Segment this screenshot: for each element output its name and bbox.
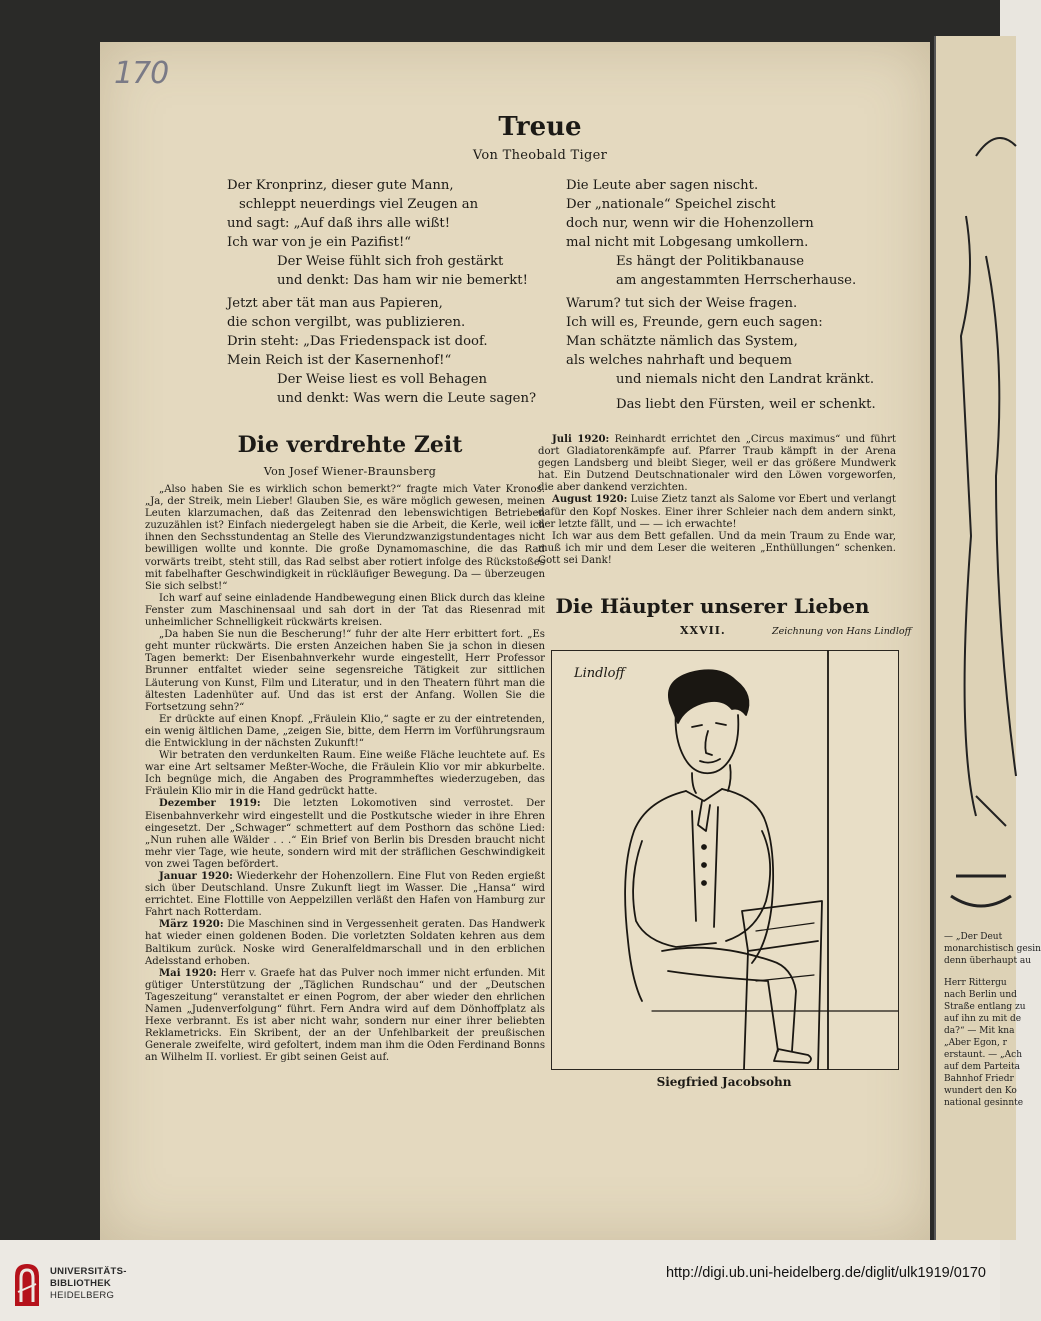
permalink-url[interactable]: http://digi.ub.uni-heidelberg.de/diglit/ulk1919/0170 [665, 1265, 986, 1281]
zeit-title: Die verdrehte Zeit [237, 432, 463, 458]
caricature-svg [552, 651, 898, 1069]
left-arm [633, 841, 716, 947]
button-1 [702, 845, 706, 849]
caricature-drawing [551, 650, 899, 1070]
button-3 [702, 881, 706, 885]
zeit-article-right: Juli 1920: Reinhardt errichtet den „Circus maximus“ und führt dort Gladiatorenkämpfe auf. Pfarrer Traub kämpft in der Arena gegen Landsberg und bleibt Sieger, weil er das größere Mundwerk hat. Ein Dutzend Deutschnationaler wird den Löwen vorgeworfen, die aber dankend verzichten. August 1920: Luise Zietz tanzt als Salome vor Ebert und verlangt dafür den Kopf Noskes. Einer ihrer Schleier nach dem andern sinkt, der letzte fällt, und — — ich erwachte! Ich war aus dem Bett gefallen. Und da mein Traum zu Ende war, muß ich mir und dem Leser die weiteren „Enthüllungen“ schenken. Gott sei Dank! [538, 434, 896, 566]
coat-right [722, 789, 773, 963]
hair [669, 670, 749, 723]
viewer-footer [0, 1240, 1000, 1321]
next-page-edge [934, 36, 1041, 1240]
mouth [700, 759, 720, 763]
eyebrows [692, 723, 726, 727]
artist-signature: Lindloff [574, 666, 625, 681]
treue-stanza-4: Warum? tut sich der Weise fragen. Ich will es, Freunde, gern euch sagen: Man schätzte nämlich das System, als welches nahrhaft und bequem und niemals nicht den Landrat kränkt. Das liebt den Fürsten, weil er schenkt. [566, 296, 876, 412]
haupter-title: Die Häupter unserer Lieben [555, 594, 870, 618]
next-page-drawing [936, 96, 1016, 996]
treue-byline: Von Theobald Tiger [472, 148, 608, 163]
treue-title: Treue [498, 112, 582, 142]
button-2 [702, 863, 706, 867]
series-numeral: XXVII. [680, 624, 726, 637]
university-logo-text[interactable]: UNIVERSITÄTS- BIBLIOTHEK HEIDELBERG [50, 1266, 127, 1301]
treue-stanza-2: Jetzt aber tät man aus Papieren, die schon vergilbt, was publizieren. Drin steht: „Das Friedenspack ist doof. Mein Reich ist der Kasernenhof!“ Der Weise liest es voll Behagen und denkt: Was wern die Leute sagen? [227, 296, 537, 406]
tie [698, 801, 710, 831]
drawing-caption: Siegfried Jacobsohn [656, 1075, 792, 1089]
treue-stanza-3: Die Leute aber sagen nischt. Der „nationale“ Speichel zischt doch nur, wenn wir die Hohenzollern mal nicht mit Lobgesang umkollern. Es hängt der Politikbanause am angestammten Herrscherhause. [566, 178, 857, 288]
shoe [774, 1049, 811, 1063]
chair [742, 901, 822, 1069]
zeit-byline: Von Josef Wiener-Braunsberg [263, 465, 437, 478]
page-number: 170 [114, 56, 169, 91]
collar [686, 789, 722, 801]
university-logo-icon[interactable] [12, 1262, 42, 1308]
right-arm [726, 831, 770, 941]
nose [705, 731, 712, 755]
drawing-credit: Zeichnung von Hans Lindloff [772, 626, 912, 637]
coat-left [625, 791, 686, 1001]
face [676, 711, 739, 773]
chair-rungs [756, 923, 814, 981]
next-page-text: — „Der Deut monarchistisch gesin denn überhaupt au Herr Rittergu nach Berlin und Straße entlang zu auf ihn zu mit de da?“ — Mit kna „Aber Egon, r erstaunt. — „Ach auf dem Parteita Bahnhof Friedr wundert den Ko national gesinnte [944, 932, 1041, 1108]
zeit-article-left: „Also haben Sie es wirklich schon bemerkt?“ fragte mich Vater Kronos. „Ja, der Streik, mein Lieber! Glauben Sie, es wäre möglich gewesen, meinen Leuten klarzumachen, daß das Zeitenrad den lebenswichtigen Betrieben zuzuzählen ist? Einfach niedergelegt haben sie die Arbeit, die Kerle, weil ich ihnen den Sechsstundentag an Stelle des Vierundzwanzigstundentages nicht bewilligen wollte und konnte. Die große Dynamomaschine, die das Rad vorwärts treibt, steht still, das Rad selbst aber rotiert infolge des Rückstoßes mit fabelhafter Geschwindigkeit in rückläufiger Bewegung. Da — überzeugen Sie sich selbst!“ Ich warf auf seine einladende Handbewegung einen Blick durch das kleine Fenster zum Maschinensaal und sah dort in der Tat das Riesenrad mit unheimlicher Schnelligkeit rückwärts kreisen. „Da haben Sie nun die Bescherung!“ fuhr der alte Herr erbittert fort. „Es geht munter rückwärts. Die ersten Anzeichen haben Sie ja schon in diesen Tagen bemerkt: Der Eisenbahnverkehr wurde eingestellt, Herr Professor Brunner entfaltet wieder seine segensreiche Tätigkeit zur sittlichen Läuterung von Kunst, Film und Literatur, und in den Theatern führt man die ältesten Ladenhüter auf. Und das ist erst der Anfang. Wollen Sie die Fortsetzung sehn?“ Er drückte auf einen Knopf. „Fräulein Klio,“ sagte er zu der eintretenden, ein wenig ältlichen Dame, „zeigen Sie, bitte, dem Herrn im Vorführungsraum die Entwicklung in der nächsten Zukunft!“ Wir betraten den verdunkelten Raum. Eine weiße Fläche leuchtete auf. Es war eine Art seltsamer Meßter-Woche, die Fräulein Klio vor mir abkurbelte. Ich begnüge mich, die Angaben des Programmheftes wiederzugeben, das Fräulein Klio mir in die Hand gedrückt hatte. Dezember 1919: Die letzten Lokomotiven sind verrostet. Der Eisenbahnverkehr wird eingestellt und die Postkutsche wieder in ihre Ehren eingesetzt. Der „Schwager“ schmettert auf dem Posthorn das schöne Lied: „Nun ruhen alle Wälder . . .“ Ein Brief von Berlin bis Dresden braucht nicht mehr vier Tage, wie heute, sondern wird mit der sträflichen Geschwindigkeit von zwei Tagen befördert. Januar 1920: Wiederkehr der Hohenzollern. Eine Flut von Reden ergießt sich über Deutschland. Unsre Zukunft liegt im Wasser. Die „Hansa“ wird errichtet. Eine Flottille von Aeppelzillen verläßt den Hafen von Hamburg zur Fahrt nach Rotterdam. März 1920: Die Maschinen sind in Vergessenheit geraten. Das Handwerk hat wieder einen goldenen Boden. Die vorletzten Soldaten kehren aus dem Baltikum zurück. Noske wird Generalfeldmarschall und in den erblichen Adelsstand erhoben. Mai 1920: Herr v. Graefe hat das Pulver noch immer nicht erfunden. Mit gütiger Unterstützung der „Täglichen Rundschau“ und der „Deutschen Tageszeitung“ veranstaltet er einen Pogrom, der aber wieder den ehrlichen Namen „Judenverfolgung“ führt. Fern Andra wird auf dem Dönhoffplatz als Hexe verbrannt. Es ist aber nicht wahr, sondern nur einer ihrer beliebten Reklametricks. Ein Skribent, der an der Unfehlbarkeit der preußischen Generale zweifelte, wird gefoltert, indem man ihm die Oden Ferdinand Bonns an Wilhelm II. vorliest. Er gibt seinen Geist auf. [145, 484, 546, 1064]
treue-stanza-1: Der Kronprinz, dieser gute Mann, schleppt neuerdings viel Zeugen an und sagt: „Auf daß ihrs alle wißt! Ich war von je ein Pazifist!“ Der Weise fühlt sich froh gestärkt und denkt: Das ham wir nie bemerkt! [227, 178, 528, 288]
